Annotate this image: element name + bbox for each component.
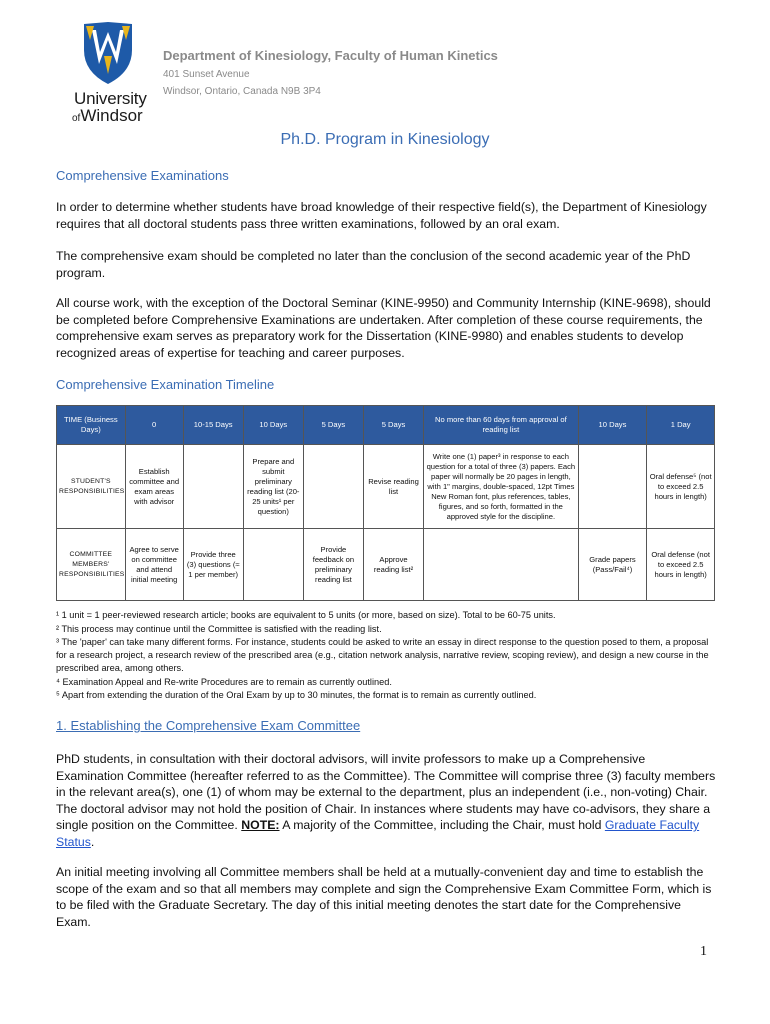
table-cell: Grade papers (Pass/Fail⁴) bbox=[578, 529, 647, 601]
timeline-header-row bbox=[57, 406, 715, 445]
footnote-2: ² This process may continue until the Committee is satisfied with the reading list. bbox=[56, 624, 382, 634]
logo-university-text: University bbox=[74, 89, 147, 108]
table-cell: Write one (1) paper³ in response to each question for a total of three (3) papers. Each paper will normally be 20 pages in length, with 1" margins, double-spaced, 12pt Times New Roman font, plus references, tables, figures, and so forth, formatted in the approved style for the discipline. bbox=[424, 445, 579, 529]
footnote-3: ³ The 'paper' can take many different forms. For instance, students could be asked to write an essay in direct response to the question posed to them, a proposal for a research project, a research review of the prescribed area (e.g., citation network analysis, narrative review, scoping review), and design a new course in the prescribed area, among others. bbox=[56, 637, 709, 673]
table-cell: Agree to serve on committee and attend initial meeting bbox=[125, 529, 183, 601]
table-cell: Provide feedback on preliminary reading list bbox=[303, 529, 363, 601]
section-heading-comprehensive: Comprehensive Examinations bbox=[56, 168, 229, 183]
table-cell: COMMITTEE MEMBERS' RESPONSIBILITIES bbox=[57, 529, 126, 601]
header-cell: No more than 60 days from approval of reading list bbox=[424, 406, 579, 445]
header-cell: 5 Days bbox=[303, 406, 363, 445]
graduate-faculty-status-link[interactable]: Graduate Faculty Status bbox=[56, 818, 700, 849]
header-cell: 5 Days bbox=[363, 406, 423, 445]
table-cell: Revise reading list bbox=[363, 445, 423, 529]
table-cell bbox=[578, 445, 647, 529]
logo-windsor-text: ofWindsor bbox=[72, 106, 143, 125]
table-cell bbox=[424, 529, 579, 601]
paragraph-coursework: All course work, with the exception of the Doctoral Seminar (KINE-9950) and Community Internship (KINE-9698), should be completed before Comprehensive Examinations are undertaken. After completion of these course requirements, the comprehensive exam serves as preparatory work for the Dissertation (KINE-9980) and enables students to develop recognized areas of expertise for teaching and career purposes. bbox=[56, 296, 711, 360]
table-cell: Provide three (3) questions (≈ 1 per member) bbox=[183, 529, 243, 601]
table-cell: Establish committee and exam areas with advisor bbox=[125, 445, 183, 529]
table-cell bbox=[243, 529, 303, 601]
table-cell bbox=[183, 445, 243, 529]
department-name: Department of Kinesiology, Faculty of Human Kinetics bbox=[163, 48, 498, 63]
timeline-table bbox=[56, 405, 715, 601]
address-line-2: Windsor, Ontario, Canada N9B 3P4 bbox=[163, 86, 321, 97]
section-heading-timeline: Comprehensive Examination Timeline bbox=[56, 377, 275, 392]
table-cell: Oral defense (not to exceed 2.5 hours in length) bbox=[647, 529, 715, 601]
table-cell: Prepare and submit preliminary reading list (20-25 units¹ per question) bbox=[243, 445, 303, 529]
header-cell: 10-15 Days bbox=[183, 406, 243, 445]
note-label: NOTE: bbox=[241, 818, 280, 832]
section-heading-committee: 1. Establishing the Comprehensive Exam Committee bbox=[56, 718, 361, 733]
footnote-4: ⁴ Examination Appeal and Re-write Procedures are to remain as currently outlined. bbox=[56, 677, 392, 687]
address-line-1: 401 Sunset Avenue bbox=[163, 69, 250, 80]
page-number: 1 bbox=[700, 944, 707, 959]
header-cell: 1 Day bbox=[647, 406, 715, 445]
crest-icon bbox=[68, 20, 148, 86]
header-cell: 10 Days bbox=[578, 406, 647, 445]
footnote-5: ⁵ Apart from extending the duration of the Oral Exam by up to 30 minutes, the format is to remain as currently outlined. bbox=[56, 690, 537, 700]
paragraph-intro: In order to determine whether students have broad knowledge of their respective field(s), the Department of Kinesiology requires that all doctoral students pass three written examinations, followed by an oral exam. bbox=[56, 200, 707, 231]
paragraph-committee: PhD students, in consultation with their doctoral advisors, will invite professors to make up a Comprehensive Examination Committee (hereafter referred to as the Committee). The Committee will comprise three (3) faculty members in the relevant area(s), one (1) of whom may be external to the department, plus an independent (i.e., non-voting) Chair. The doctoral advisor may not hold the position of Chair. In instances where students may have co-advisors, they share a single position on the Committee. NOTE: A majority of the Committee, including the Chair, must hold Graduate Faculty Status. bbox=[56, 752, 716, 849]
students-row bbox=[57, 445, 715, 529]
table-cell: Oral defense⁵ (not to exceed 2.5 hours in length) bbox=[647, 445, 715, 529]
paragraph-deadline: The comprehensive exam should be completed no later than the conclusion of the second academic year of the PhD program. bbox=[56, 249, 691, 280]
paragraph-initial-meeting: An initial meeting involving all Committee members shall be held at a mutually-convenient day and time to establish the scope of the exam and so that all members may complete and sign the Comprehensive Exam Committee Form, which is to be filed with the Graduate Secretary. The day of this initial meeting denotes the start date for the Comprehensive Exam. bbox=[56, 865, 712, 929]
header-cell: TIME (Business Days) bbox=[57, 406, 126, 445]
table-cell bbox=[303, 445, 363, 529]
table-cell: Approve reading list² bbox=[363, 529, 423, 601]
page-title: Ph.D. Program in Kinesiology bbox=[280, 131, 490, 148]
header-cell: 10 Days bbox=[243, 406, 303, 445]
university-logo bbox=[68, 20, 148, 125]
footnote-1: ¹ 1 unit = 1 peer-reviewed research article; books are equivalent to 5 units (or more, based on size). Total to be 60-75 units. bbox=[56, 610, 556, 620]
header-cell: 0 bbox=[125, 406, 183, 445]
table-cell: STUDENT'S RESPONSIBILITIES bbox=[57, 445, 126, 529]
committee-row bbox=[57, 529, 715, 601]
